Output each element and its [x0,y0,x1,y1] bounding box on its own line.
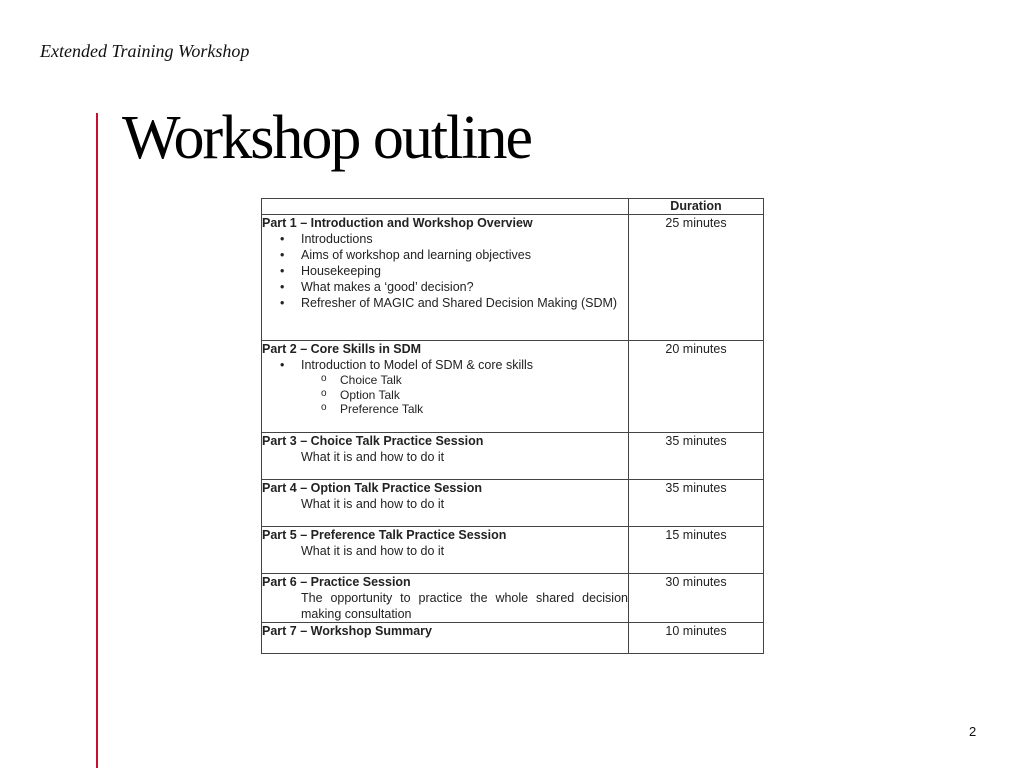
part-cell [262,574,629,623]
list-item: • Housekeeping [301,263,628,279]
accent-divider-line [96,113,98,768]
duration-cell: 35 minutes [629,480,764,527]
part-cell [262,527,629,574]
part-title: Part 7 – Workshop Summary [262,624,432,638]
part-cell [262,433,629,480]
table-row [262,341,764,433]
part-detail: What it is and how to do it [301,450,445,464]
table-row [262,574,764,623]
header-cell-duration: Duration [629,199,764,215]
part-cell [262,215,629,341]
bullet-list [262,357,628,417]
list-item: • Aims of workshop and learning objectives [301,247,628,263]
part-detail: The opportunity to practice the whole shared decision making consultation [301,591,628,621]
duration-cell: 10 minutes [629,623,764,654]
part-title: Part 6 – Practice Session [262,575,411,589]
duration-cell: 30 minutes [629,574,764,623]
table-row [262,433,764,480]
part-detail: What it is and how to do it [301,497,445,511]
page-title: Workshop outline [122,104,532,172]
table-row [262,215,764,341]
header-title: Extended Training Workshop [40,41,250,61]
part-cell [262,623,629,654]
part-title: Part 2 – Core Skills in SDM [262,342,422,356]
list-item-text: Introduction to Model of SDM & core skills [301,358,534,372]
workshop-outline-table [261,198,764,654]
sub-list-item: o Option Talk [340,388,628,403]
page-number: 2 [969,724,977,739]
table-row [262,480,764,527]
part-title: Part 5 – Preference Talk Practice Session [262,528,507,542]
duration-cell: 15 minutes [629,527,764,574]
duration-cell: 35 minutes [629,433,764,480]
part-title: Part 1 – Introduction and Workshop Overview [262,216,533,230]
sub-list-item: o Preference Talk [340,402,628,417]
sub-list-item: o Choice Talk [340,373,628,388]
list-item: • Refresher of MAGIC and Shared Decision Making (SDM) [301,295,628,311]
table-row [262,623,764,654]
duration-cell: 20 minutes [629,341,764,433]
part-cell [262,480,629,527]
sub-list [301,373,628,417]
bullet-list [262,231,628,311]
table-header-row [262,199,764,215]
part-detail: What it is and how to do it [301,544,445,558]
part-title: Part 3 – Choice Talk Practice Session [262,434,484,448]
header-cell-empty [262,199,629,215]
part-title: Part 4 – Option Talk Practice Session [262,481,482,495]
list-item: • Introductions [301,231,628,247]
list-item [301,357,628,417]
list-item: • What makes a ‘good’ decision? [301,279,628,295]
part-cell [262,341,629,433]
duration-cell: 25 minutes [629,215,764,341]
table-row [262,527,764,574]
